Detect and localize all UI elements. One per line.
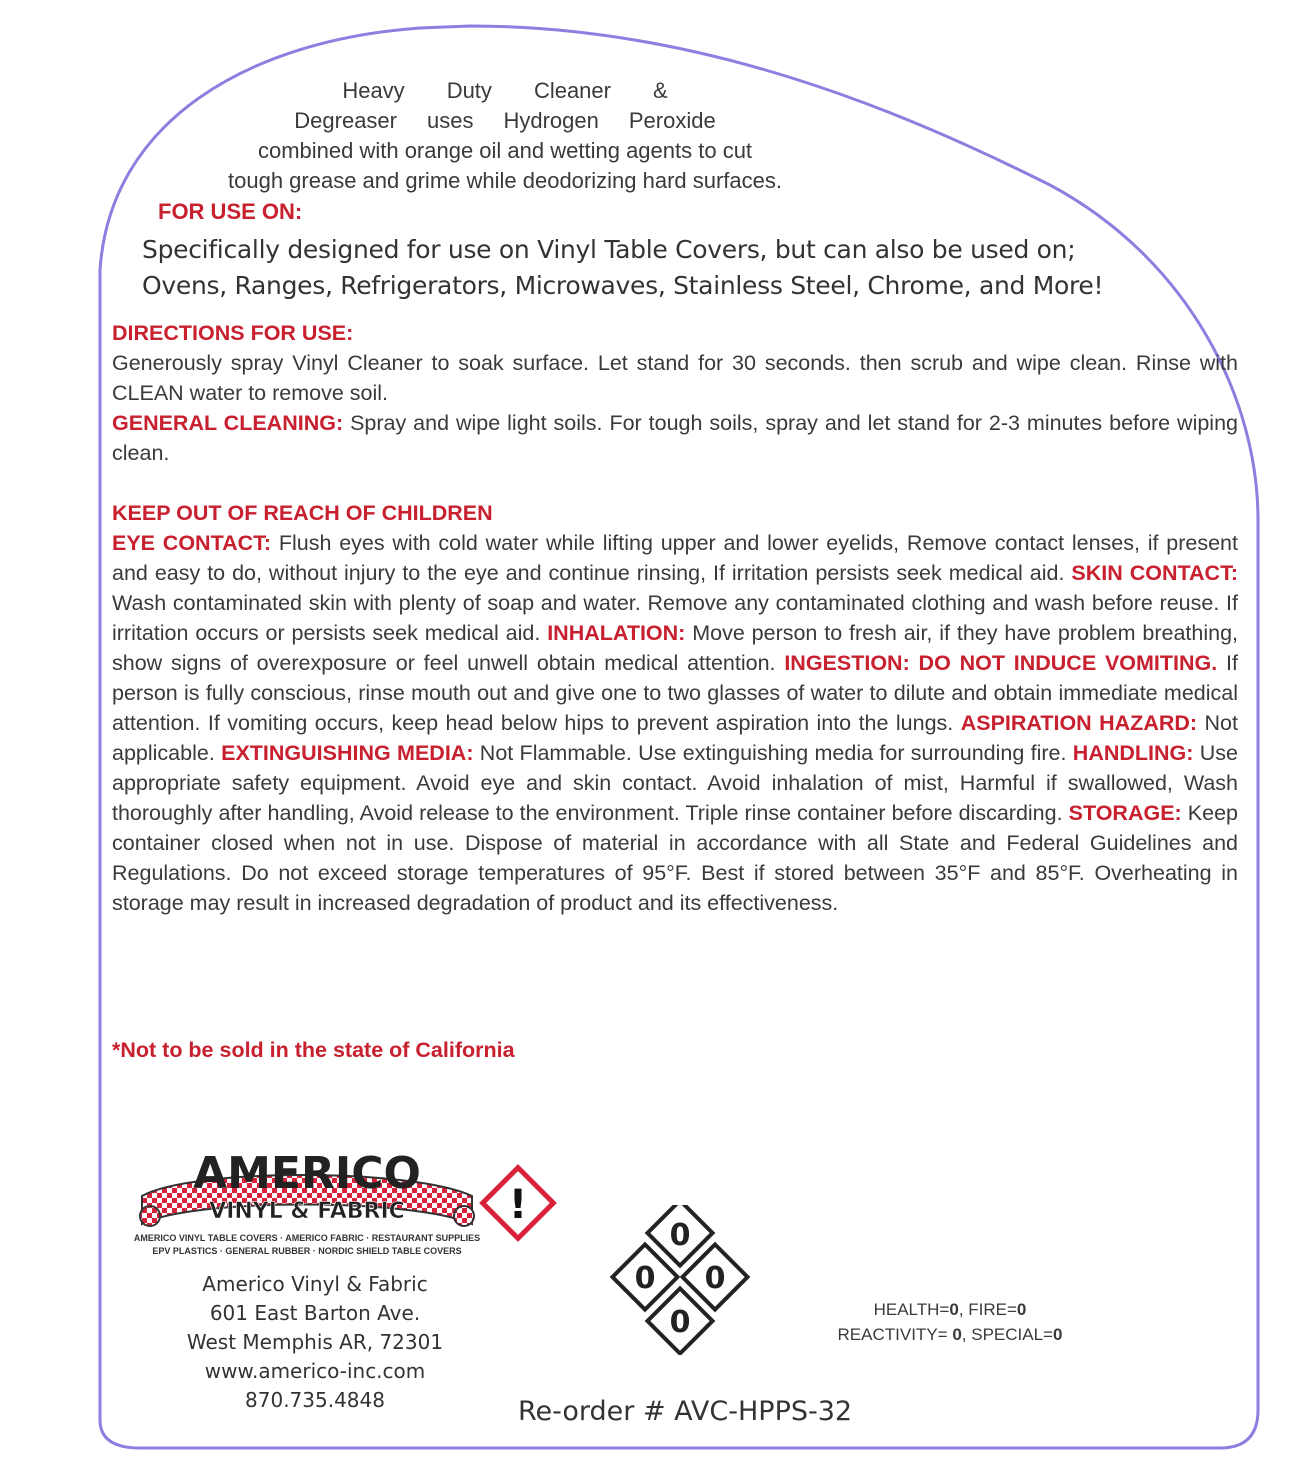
ratings-line-1: HEALTH=0, FIRE=0 bbox=[873, 1300, 1027, 1319]
logo-tagline-2: EPV PLASTICS · GENERAL RUBBER · NORDIC SHIELD TABLE COVERS bbox=[152, 1246, 462, 1256]
general-cleaning-text: Spray and wipe light soils. For tough soils, spray and let stand for 2-3 minutes before wiping clean. bbox=[112, 411, 1238, 465]
nfpa-diamond-icon bbox=[605, 1205, 755, 1355]
americo-logo bbox=[112, 1148, 502, 1258]
for-use-on-heading: FOR USE ON: bbox=[158, 199, 303, 224]
california-note: *Not to be sold in the state of California bbox=[112, 1038, 515, 1062]
ratings-line-2: REACTIVITY= 0, SPECIAL=0 bbox=[837, 1325, 1063, 1344]
intro-word: Duty bbox=[446, 78, 492, 103]
directions-heading: DIRECTIONS FOR USE: bbox=[112, 321, 354, 345]
reactivity-label: REACTIVITY= bbox=[837, 1325, 948, 1344]
fire-value: 0 bbox=[1016, 1300, 1027, 1319]
logo-brand: AMERICO bbox=[193, 1148, 421, 1199]
use-line: Specifically designed for use on Vinyl Table Covers, but can also be used on; bbox=[142, 235, 1076, 264]
extinguishing-heading: EXTINGUISHING MEDIA: bbox=[221, 741, 474, 765]
ingestion-heading: INGESTION: DO NOT INDUCE VOMITING. bbox=[784, 651, 1218, 675]
directions-body: Generously spray Vinyl Cleaner to soak surface. Let stand for 30 seconds. then scrub and wipe clean. Rinse with CLEAN water to remove soil. bbox=[112, 351, 1238, 405]
hazard-ratings bbox=[810, 1297, 1090, 1347]
health-label: HEALTH= bbox=[873, 1300, 950, 1319]
ghs-symbol: ! bbox=[508, 1182, 528, 1228]
intro-word: & bbox=[652, 78, 668, 103]
eye-contact-text: Flush eyes with cold water while lifting upper and lower eyelids, Remove contact lenses, if present and easy to do, without injury to the eye and continue rinsing, If irritation persists seek medical aid. bbox=[112, 531, 1238, 585]
company-name: Americo Vinyl & Fabric bbox=[202, 1272, 428, 1296]
general-cleaning-heading: GENERAL CLEANING: bbox=[112, 411, 344, 435]
storage-text: Keep container closed when not in use. Dispose of material in accordance with all State and Federal Guidelines and Regulations. Do not exceed storage temperatures of 95°F. Best if stored between 35°F and 85°F. Overheating in storage may result in increased degradation of product and its effectiveness. bbox=[112, 801, 1238, 915]
aspiration-text: Not applicable. bbox=[112, 711, 1238, 765]
storage-heading: STORAGE: bbox=[1068, 801, 1182, 825]
first-aid-text bbox=[112, 528, 1238, 918]
use-line: Ovens, Ranges, Refrigerators, Microwaves, Stainless Steel, Chrome, and More! bbox=[142, 271, 1104, 300]
product-description bbox=[170, 76, 840, 196]
instructions-block bbox=[112, 318, 1238, 918]
intro-line: combined with orange oil and wetting agents to cut bbox=[257, 138, 753, 163]
company-website: www.americo-inc.com bbox=[204, 1359, 426, 1383]
ghs-exclamation-icon bbox=[475, 1160, 561, 1246]
keep-out-warning: KEEP OUT OF REACH OF CHILDREN bbox=[112, 501, 493, 525]
general-cleaning bbox=[112, 408, 1238, 468]
intro-word: Peroxide bbox=[628, 108, 716, 133]
fire-label: FIRE= bbox=[968, 1300, 1017, 1319]
handling-text: Use appropriate safety equipment. Avoid eye and skin contact. Avoid inhalation of mist, Harmful if swallowed, Wash thoroughly after handling, Avoid release to the environment. Triple rinse container before discarding. bbox=[112, 741, 1238, 825]
logo-tagline-1: AMERICO VINYL TABLE COVERS · AMERICO FABRIC · RESTAURANT SUPPLIES bbox=[133, 1233, 481, 1243]
skin-contact-text: Wash contaminated skin with plenty of soap and water. Remove any contaminated clothing and wash before reuse. If irritation occurs or persists seek medical aid. bbox=[112, 591, 1238, 645]
reactivity-value: 0 bbox=[952, 1325, 962, 1344]
handling-heading: HANDLING: bbox=[1072, 741, 1194, 765]
intro-line: tough grease and grime while deodorizing hard surfaces. bbox=[228, 168, 782, 193]
for-use-on-text bbox=[142, 232, 1103, 304]
company-address bbox=[160, 1270, 470, 1415]
intro-word: uses bbox=[427, 108, 474, 133]
aspiration-heading: ASPIRATION HAZARD: bbox=[960, 711, 1198, 735]
directions-text bbox=[112, 348, 1238, 408]
company-street: 601 East Barton Ave. bbox=[209, 1301, 421, 1325]
company-city: West Memphis AR, 72301 bbox=[186, 1330, 444, 1354]
special-label: SPECIAL= bbox=[971, 1325, 1053, 1344]
special-value: 0 bbox=[1053, 1325, 1063, 1344]
eye-contact-heading: EYE CONTACT: bbox=[112, 531, 272, 555]
intro-word: Degreaser bbox=[294, 108, 397, 133]
extinguishing-text: Not Flammable. Use extinguishing media for surrounding fire. bbox=[479, 741, 1067, 765]
company-phone: 870.735.4848 bbox=[245, 1388, 385, 1412]
inhalation-text: Move person to fresh air, if they have problem breathing, show signs of overexposure or feel unwell obtain medical attention. bbox=[112, 621, 1239, 675]
nfpa-health: 0 bbox=[669, 1218, 691, 1253]
nfpa-reactivity: 0 bbox=[704, 1261, 726, 1296]
nfpa-fire: 0 bbox=[634, 1261, 656, 1296]
intro-word: Hydrogen bbox=[503, 108, 599, 133]
nfpa-special: 0 bbox=[669, 1305, 691, 1340]
ingestion-text: If person is fully conscious, rinse mouth out and give one to two glasses of water to dilute and obtain immediate medical attention. If vomiting occurs, keep head below hips to prevent aspiration into the lungs. bbox=[112, 651, 1238, 735]
health-value: 0 bbox=[949, 1300, 959, 1319]
skin-contact-heading: SKIN CONTACT: bbox=[1071, 561, 1238, 585]
intro-word: Cleaner bbox=[533, 78, 611, 103]
inhalation-heading: INHALATION: bbox=[547, 621, 686, 645]
reorder-number: Re-order # AVC-HPPS-32 bbox=[518, 1396, 853, 1427]
intro-word: Heavy bbox=[342, 78, 405, 103]
logo-banner: VINYL & FABRIC bbox=[209, 1199, 405, 1224]
